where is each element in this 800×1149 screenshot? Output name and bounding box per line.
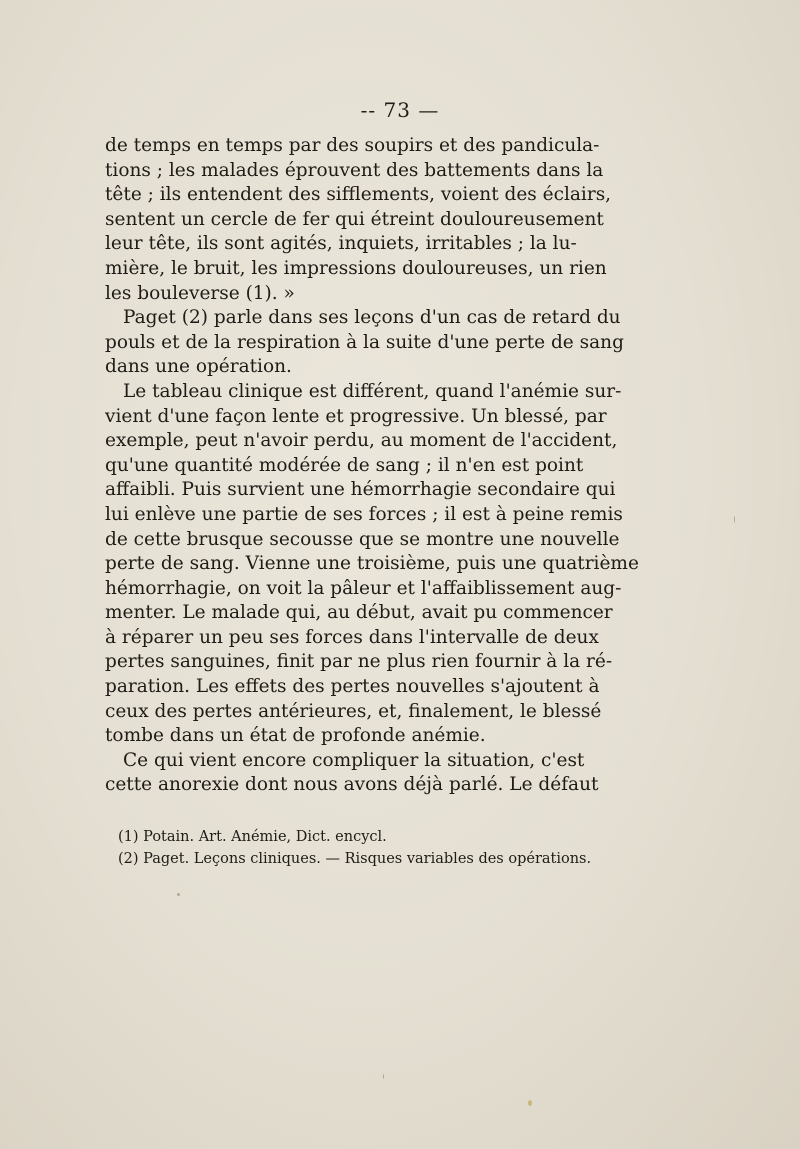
text-line: affaibli. Puis survient une hémorrhagie secondaire qui <box>105 479 616 501</box>
paper-speck <box>528 1100 532 1106</box>
text-line: exemple, peut n'avoir perdu, au moment de l'accident, <box>105 430 618 452</box>
text-line: pertes sanguines, finit par ne plus rien fournir à la ré- <box>105 651 613 673</box>
text-line: Le tableau clinique est différent, quand l'anémie sur- <box>123 380 622 402</box>
text-line: vient d'une façon lente et progressive. Un blessé, par <box>105 405 607 427</box>
text-line: pouls et de la respiration à la suite d'une perte de sang <box>105 331 624 353</box>
text-line: ceux des pertes antérieures, et, finalement, le blessé <box>105 700 602 722</box>
paper-speck <box>177 893 180 896</box>
footnotes <box>118 826 591 870</box>
text-line: Paget (2) parle dans ses leçons d'un cas de retard du <box>123 307 621 329</box>
paper-speck <box>383 1074 384 1079</box>
text-line: de temps en temps par des soupirs et des pandicula- <box>105 135 600 156</box>
text-line: menter. Le malade qui, au début, avait pu commencer <box>105 602 613 624</box>
text-line: paration. Les effets des pertes nouvelles s'ajoutent à <box>105 676 600 698</box>
text-line: tête ; ils entendent des sifflements, voient des éclairs, <box>105 184 612 206</box>
text-line: perte de sang. Vienne une troisième, puis une quatrième <box>105 553 639 575</box>
text-line: cette anorexie dont nous avons déjà parlé. Le défaut <box>105 774 599 796</box>
text-line: mière, le bruit, les impressions douloureuses, un rien <box>105 257 607 279</box>
footnote: (2) Paget. Leçons cliniques. — Risques variables des opérations. <box>118 851 592 867</box>
text-line: qu'une quantité modérée de sang ; il n'en est point <box>105 454 584 476</box>
footnote: (1) Potain. Art. Anémie, Dict. encycl. <box>118 829 387 845</box>
text-line: Ce qui vient encore compliquer la situation, c'est <box>123 749 585 771</box>
text-line: tombe dans un état de profonde anémie. <box>105 725 486 747</box>
text-line: lui enlève une partie de ses forces ; il est à peine remis <box>105 503 623 525</box>
text-line: tions ; les malades éprouvent des battements dans la <box>105 159 604 181</box>
text-line: sentent un cercle de fer qui étreint douloureusement <box>105 208 604 230</box>
body-text <box>105 134 639 798</box>
text-line: les bouleverse (1). » <box>105 282 295 304</box>
text-line: hémorrhagie, on voit la pâleur et l'affaiblissement aug- <box>105 577 622 599</box>
text-line: dans une opération. <box>105 356 292 378</box>
text-line: à réparer un peu ses forces dans l'intervalle de deux <box>105 626 599 648</box>
paper-speck <box>734 516 735 523</box>
text-line: leur tête, ils sont agités, inquiets, irritables ; la lu- <box>105 233 577 255</box>
text-line: de cette brusque secousse que se montre une nouvelle <box>105 528 620 550</box>
page-number: -- 73 — <box>360 98 440 122</box>
